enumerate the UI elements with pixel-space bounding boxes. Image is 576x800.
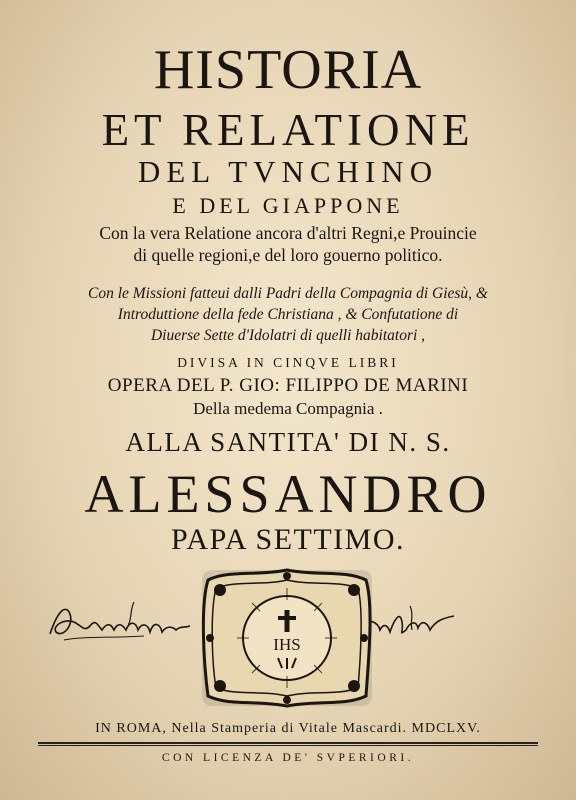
italic-line-3: Diuerse Sette d'Idolatri di quelli habitatori , [150, 327, 426, 344]
author-line: OPERA DEL P. GIO: FILIPPO DE MARINI [107, 375, 469, 396]
subtitle-line-1: Con la vera Relatione ancora d'altri Regni,e Prouincie [99, 223, 477, 243]
pope-title: PAPA SETTIMO. [170, 523, 406, 556]
imprint-line: IN ROMA, Nella Stamperia di Vitale Mascardi. MDCLXV. [95, 721, 481, 736]
title-line-2: ET RELATIONE [101, 105, 475, 155]
title-line-3: DEL TVNCHINO [137, 154, 439, 189]
italic-line-1: Con le Missioni fatteui dalli Padri della Compagnia di Giesù, & [88, 285, 488, 302]
italic-line-2: Introduttione della fede Christiana , & Confutatione di [117, 306, 459, 323]
dedication-line: ALLA SANTITA' DI N. S. [125, 427, 451, 457]
emblem-monogram: IHS [273, 635, 301, 654]
title-line-4: E DEL GIAPPONE [172, 193, 404, 218]
subtitle-line-2: di quelle regioni,e del loro gouerno politico. [133, 245, 443, 265]
title-line-1: HISTORIA [153, 39, 423, 101]
divider-rule [38, 742, 538, 744]
jesuit-emblem-icon [198, 566, 376, 710]
signature-left [44, 596, 194, 648]
company-line: Della medema Compagnia . [193, 399, 383, 418]
pope-name: ALESSANDRO [84, 464, 492, 524]
divisa-line: DIVISA IN CINQVE LIBRI [177, 355, 399, 370]
divider-rule-thin [38, 745, 538, 746]
license-line: CON LICENZA DE' SVPERIORI. [161, 752, 415, 764]
